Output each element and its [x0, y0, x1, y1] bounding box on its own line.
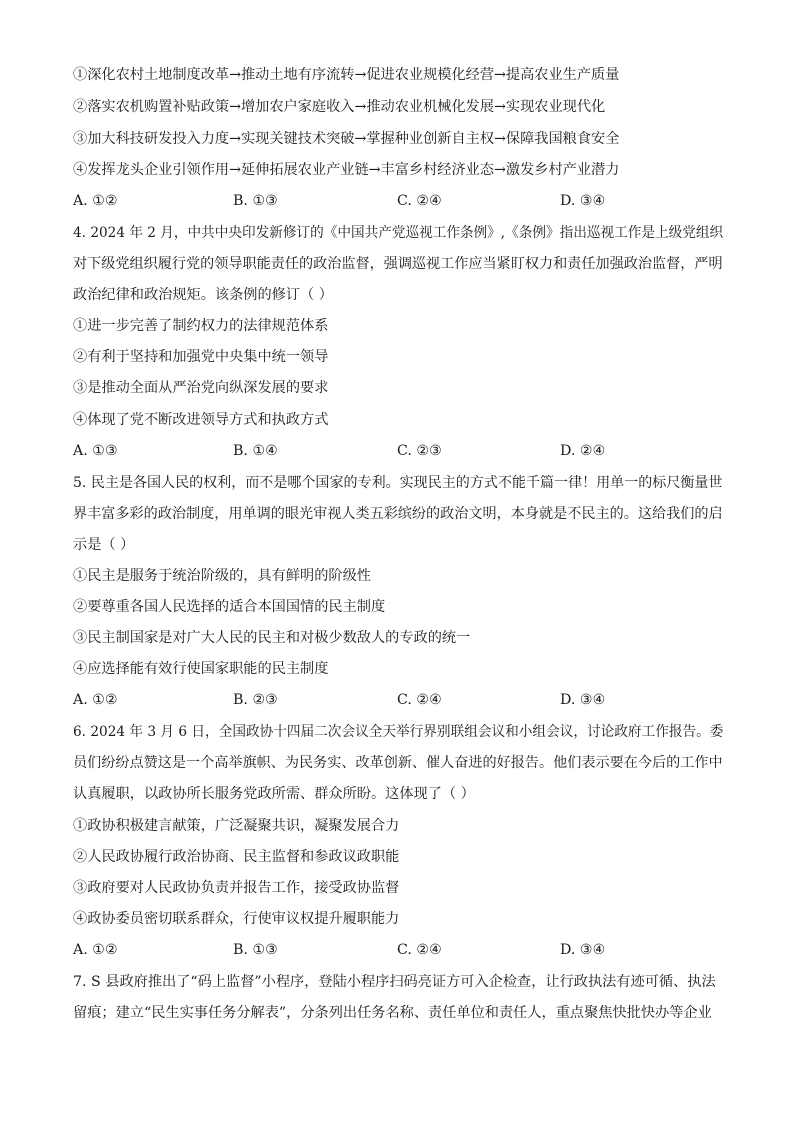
q3-option-c: C. ②④	[397, 193, 442, 209]
q6-item-4: ④政协委员密切联系群众，行使审议权提升履职能力	[73, 911, 400, 927]
q5-option-c: C. ②④	[397, 692, 442, 708]
q5-stem-line-3: 示是（ ）	[73, 537, 135, 553]
q6-options	[73, 940, 713, 960]
q3-item-2: ②落实农机购置补贴政策→增加农户家庭收入→推动农业机械化发展→实现农业现代化	[73, 99, 606, 115]
q4-stem-line-3: 政治纪律和政治规矩。该条例的修订（ ）	[73, 287, 333, 303]
q4-item-1: ①进一步完善了制约权力的法律规范体系	[73, 318, 329, 334]
q5-item-3: ③民主制国家是对广大人民的民主和对极少数敌人的专政的统一	[73, 630, 471, 646]
q4-item-2: ②有利于坚持和加强党中央集中统一领导	[73, 349, 329, 365]
q6-option-b: B. ①③	[233, 942, 278, 958]
q3-option-d: D. ③④	[560, 193, 606, 209]
q3-item-3: ③加大科技研发投入力度→实现关键技术突破→掌握种业创新自主权→保障我国粮食安全	[73, 131, 620, 147]
q6-option-c: C. ②④	[397, 942, 442, 958]
q5-stem-line-1: 5. 民主是各国人民的权利，而不是哪个国家的专利。实现民主的方式不能千篇一律！用单一的标尺衡量世	[73, 475, 723, 491]
q4-item-4: ④体现了党不断改进领导方式和执政方式	[73, 412, 329, 428]
q5-item-4: ④应选择能有效行使国家职能的民主制度	[73, 661, 329, 677]
q4-option-a: A. ①③	[73, 443, 118, 459]
q6-stem-line-2: 员们纷纷点赞这是一个高举旗帜、为民务实、改革创新、催人奋进的好报告。他们表示要在今后的工作中	[73, 755, 723, 771]
q4-stem-line-1: 4. 2024 年 2 月，中共中央印发新修订的《中国共产党巡视工作条例》,《条例》指出巡视工作是上级党组织	[73, 225, 724, 241]
q4-option-d: D. ②④	[560, 443, 606, 459]
q5-option-d: D. ③④	[560, 692, 606, 708]
q6-item-1: ①政协积极建言献策，广泛凝聚共识，凝聚发展合力	[73, 818, 400, 834]
q4-option-c: C. ②③	[397, 443, 442, 459]
q3-item-1: ①深化农村土地制度改革→推动土地有序流转→促进农业规模化经营→提高农业生产质量	[73, 67, 620, 83]
q6-item-2: ②人民政协履行政治协商、民主监督和参政议政职能	[73, 849, 400, 865]
q5-stem-line-2: 界丰富多彩的政治制度，用单调的眼光审视人类五彩缤纷的政治文明，本身就是不民主的。这给我们的启	[73, 506, 723, 522]
q6-option-a: A. ①②	[73, 942, 118, 958]
q3-item-4: ④发挥龙头企业引领作用→延伸拓展农业产业链→丰富乡村经济业态→激发乡村产业潜力	[73, 162, 620, 178]
q4-options	[73, 441, 713, 461]
q5-item-2: ②要尊重各国人民选择的适合本国国情的民主制度	[73, 599, 386, 615]
q5-options	[73, 690, 713, 710]
q5-option-a: A. ①②	[73, 692, 118, 708]
q4-item-3: ③是推动全面从严治党向纵深发展的要求	[73, 380, 329, 396]
q4-option-b: B. ①④	[233, 443, 278, 459]
q6-item-3: ③政府要对人民政协负责并报告工作，接受政协监督	[73, 880, 400, 896]
q7-stem-line-1: 7. S 县政府推出了“码上监督”小程序，登陆小程序扫码亮证方可入企检查，让行政执法有迹可循、执法	[73, 974, 716, 990]
q7-stem-line-2: 留痕；建立“民生实事任务分解表”，分条列出任务名称、责任单位和责任人，重点聚焦快批快办等企业	[73, 1005, 712, 1021]
q6-stem-line-3: 认真履职，以政协所长服务党政所需、群众所盼。这体现了（ ）	[73, 786, 475, 802]
q3-option-a: A. ①②	[73, 193, 118, 209]
q5-option-b: B. ②③	[233, 692, 278, 708]
q5-item-1: ①民主是服务于统治阶级的，具有鲜明的阶级性	[73, 568, 371, 584]
q4-stem-line-2: 对下级党组织履行党的领导职能责任的政治监督，强调巡视工作应当紧盯权力和责任加强政治监督，严明	[73, 256, 723, 272]
q6-option-d: D. ③④	[560, 942, 606, 958]
q3-options	[73, 191, 713, 211]
q3-option-b: B. ①③	[233, 193, 278, 209]
q6-stem-line-1: 6. 2024 年 3 月 6 日，全国政协十四届二次会议全天举行界别联组会议和小组会议，讨论政府工作报告。委	[73, 724, 724, 740]
